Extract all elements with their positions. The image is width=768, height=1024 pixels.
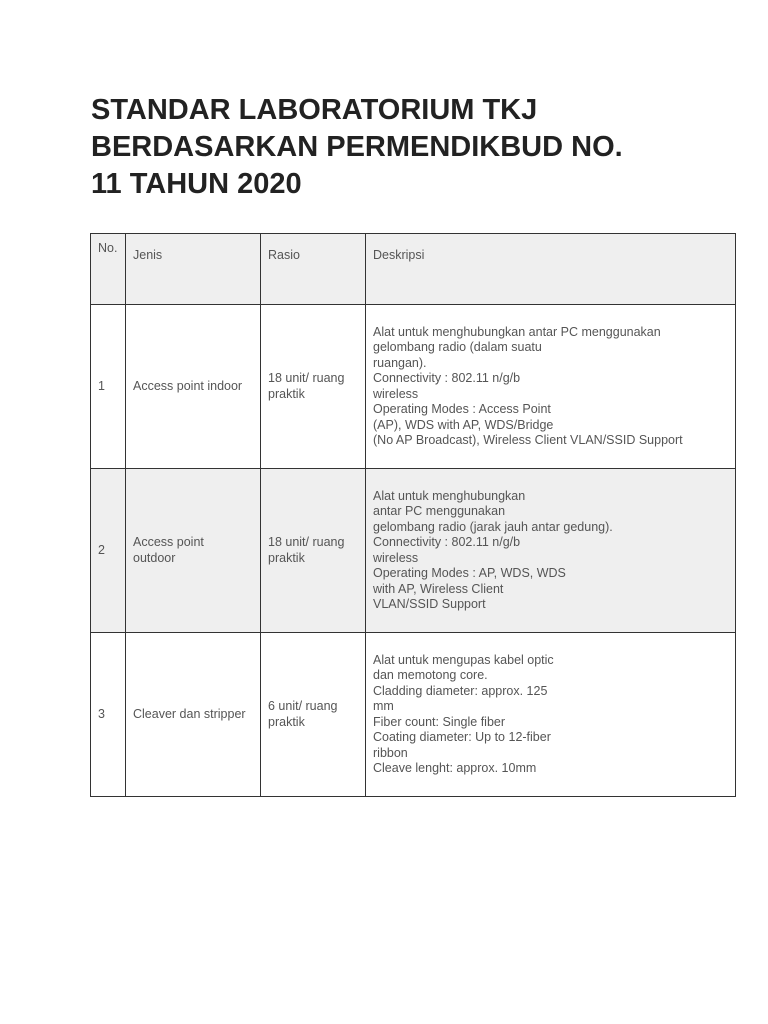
deskripsi-line: Coating diameter: Up to 12-fiber (373, 730, 551, 744)
table-header-row (91, 234, 736, 305)
jenis-line: Cleaver dan stripper (133, 706, 246, 721)
deskripsi-line: antar PC menggunakan (373, 504, 506, 518)
cell-rasio (261, 469, 366, 633)
cell-deskripsi (366, 305, 736, 469)
deskripsi-line: gelombang radio (dalam suatu (373, 340, 542, 354)
jenis-line: Access point (133, 535, 204, 549)
deskripsi-line: ruangan). (373, 355, 427, 370)
rasio-line: 18 unit/ ruang (268, 371, 345, 385)
deskripsi-line: gelombang radio (jarak jauh antar gedung). (373, 519, 613, 534)
deskripsi-line: Operating Modes : AP, WDS, WDS (373, 566, 566, 580)
deskripsi-line: Cleave lenght: approx. 10mm (373, 761, 537, 775)
rasio-line: praktik (268, 714, 305, 729)
deskripsi-line: Connectivity : 802.11 n/g/b (373, 535, 521, 549)
jenis-line: Access point indoor (133, 378, 243, 393)
deskripsi-line: with AP, Wireless Client (373, 581, 504, 596)
title-line: BERDASARKAN PERMENDIKBUD NO. (91, 131, 623, 163)
deskripsi-line: Fiber count: Single fiber (373, 714, 506, 729)
deskripsi-line: Alat untuk menghubungkan antar PC menggunakan (373, 324, 661, 339)
cell-no: 3 (91, 633, 126, 797)
document-title (91, 92, 731, 203)
rasio-line: praktik (268, 550, 305, 565)
cell-deskripsi (366, 469, 736, 633)
cell-jenis (126, 305, 261, 469)
deskripsi-line: Connectivity : 802.11 n/g/b (373, 371, 521, 385)
deskripsi-line: mm (373, 699, 394, 713)
jenis-line: outdoor (133, 550, 176, 565)
deskripsi-line: (No AP Broadcast), Wireless Client VLAN/SSID Support (373, 433, 683, 447)
lab-standard-table (90, 233, 736, 797)
header-no: No. (91, 234, 126, 305)
deskripsi-line: (AP), WDS with AP, WDS/Bridge (373, 417, 554, 432)
rasio-line: praktik (268, 386, 305, 401)
cell-jenis (126, 469, 261, 633)
header-rasio: Rasio (261, 234, 366, 305)
table-row (91, 633, 736, 797)
title-line: 11 TAHUN 2020 (91, 168, 302, 200)
deskripsi-line: Alat untuk mengupas kabel optic (373, 652, 554, 667)
header-jenis: Jenis (126, 234, 261, 305)
cell-jenis (126, 633, 261, 797)
cell-rasio (261, 633, 366, 797)
deskripsi-line: Operating Modes : Access Point (373, 402, 551, 416)
deskripsi-line: Cladding diameter: approx. 125 (373, 683, 548, 698)
title-line: STANDAR LABORATORIUM TKJ (91, 94, 538, 126)
deskripsi-line: Alat untuk menghubungkan (373, 488, 526, 503)
cell-rasio (261, 305, 366, 469)
deskripsi-line: dan memotong core. (373, 668, 488, 682)
deskripsi-line: wireless (373, 550, 419, 565)
header-deskripsi: Deskripsi (366, 234, 736, 305)
table-row (91, 469, 736, 633)
rasio-line: 6 unit/ ruang (268, 699, 338, 713)
table-row (91, 305, 736, 469)
deskripsi-line: VLAN/SSID Support (373, 597, 486, 611)
deskripsi-line: ribbon (373, 745, 408, 760)
cell-no: 2 (91, 469, 126, 633)
cell-deskripsi (366, 633, 736, 797)
cell-no: 1 (91, 305, 126, 469)
rasio-line: 18 unit/ ruang (268, 535, 345, 549)
deskripsi-line: wireless (373, 386, 419, 401)
